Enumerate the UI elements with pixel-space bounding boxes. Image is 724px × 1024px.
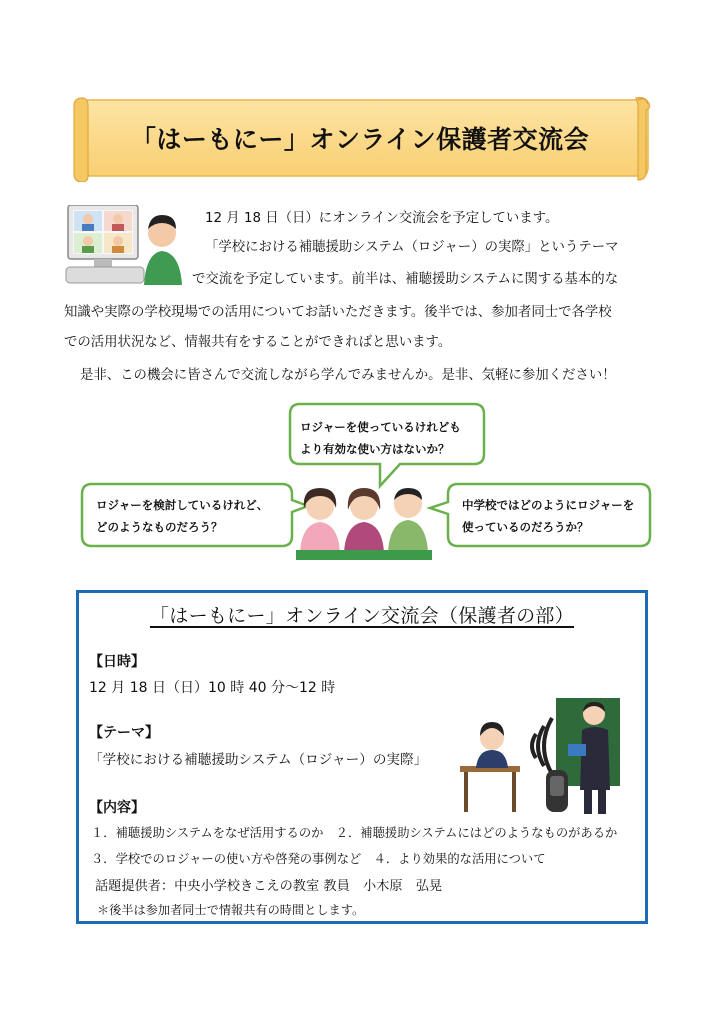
page-title: 「はーもにー」オンライン保護者交流会: [130, 125, 590, 154]
intro-line-2: 「学校における補聴援助システム（ロジャー）の実際」というテーマ: [205, 240, 619, 255]
intro-line-1: 12 月 18 日（日）にオンライン交流会を予定しています。: [205, 211, 559, 226]
bubble-right-line-2: 使っているのだろうか？: [462, 520, 589, 534]
content-heading: 【内容】: [89, 800, 145, 816]
intro-line-3: で交流を予定しています。前半は、補聴援助システムに関する基本的な: [192, 272, 619, 287]
intro-line-4: 知識や実際の学校現場での活用についてお話いただきます。後半では、参加者同士で各学校: [64, 305, 612, 320]
note-line: ＊後半は参加者同士で情報共有の時間とします。: [97, 903, 365, 917]
theme-heading: 【テーマ】: [89, 725, 159, 741]
content-item-1: １．補聴援助システムをなぜ活用するのか ２．補聴援助システムにはどのようなものがあるか: [91, 826, 618, 840]
bubble-top-text: [300, 416, 461, 460]
bubble-top-line-2: より有効な使い方はないか？: [300, 442, 450, 456]
event-title-text: 「はーもにー」オンライン交流会（保護者の部）: [149, 605, 575, 627]
content-item-2: ３．学校でのロジャーの使い方や啓発の事例など ４．より効果的な活用について: [91, 852, 546, 866]
date-value: 12 月 18 日（日）10 時 40 分～12 時: [89, 680, 336, 696]
bubble-right-line-1: 中学校ではどのようにロジャーを: [462, 498, 635, 512]
date-heading: 【日時】: [89, 654, 145, 670]
theme-value: 「学校における補聴援助システム（ロジャー）の実際」: [89, 752, 428, 768]
parents-illustration: [296, 478, 432, 564]
intro-line-6: 是非、この機会に皆さんで交流しながら学んでみませんか。是非、気軽に参加ください！: [80, 368, 616, 383]
classroom-illustration: [458, 694, 624, 820]
bubble-right-text: [462, 494, 634, 538]
event-title: [79, 601, 645, 628]
intro-line-5: での活用状況など、情報共有をすることができればと思います。: [64, 335, 452, 350]
bubble-top-line-1: ロジャーを使っているけれども: [300, 420, 461, 434]
speaker-line: 話題提供者：中央小学校きこえの教室 教員 小木原 弘晃: [95, 879, 443, 894]
bubble-left-line-1: ロジャーを検討しているけれど、: [96, 498, 269, 512]
bubble-left-text: [96, 494, 268, 538]
bubble-left-line-2: どのようなものだろう？: [96, 520, 223, 534]
